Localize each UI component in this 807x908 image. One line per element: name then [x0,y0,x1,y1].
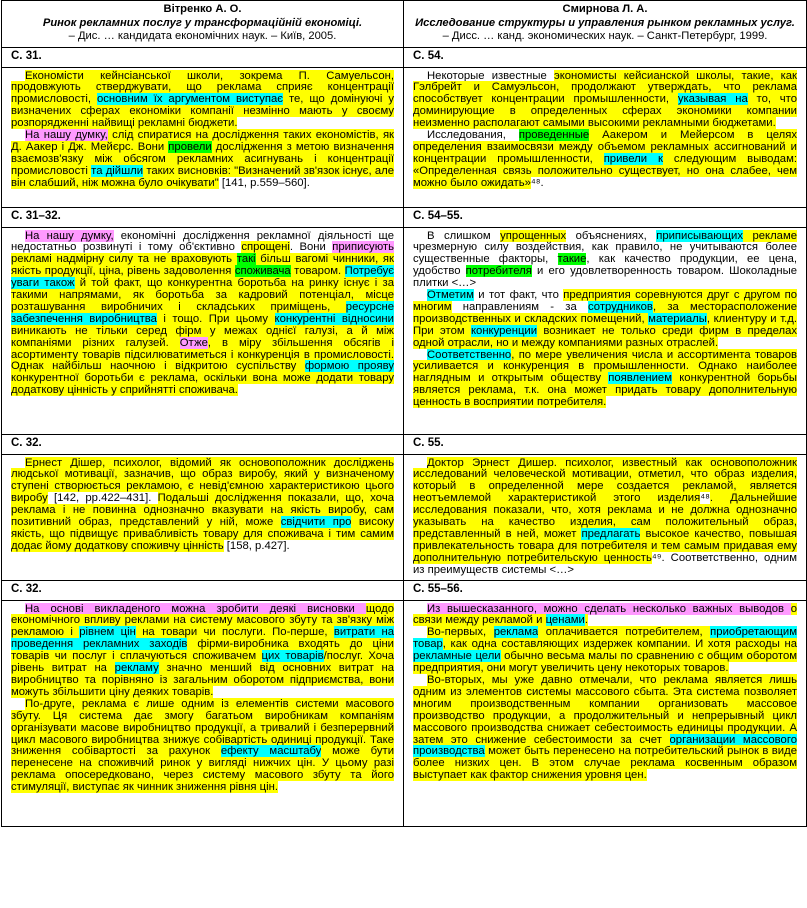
highlighted-text: появлением [608,372,672,385]
left-header [2,1,404,48]
text-segment: Некоторые известные [427,69,554,82]
highlighted-text: на товари чи послуги. По-перше, [135,626,334,639]
highlighted-text: возникает не только среди фирм в пределах одной отрасли, но и между компаниями разных отраслей. [413,324,797,349]
highlighted-text: Аакером и Мейерсом в целях определения взаимосвязи между объемом рекламных ассигнований и концентрации промышленности, [413,129,797,165]
highlighted-text: високу якість, що підвищує привабливість товару для споживача і тим самим додає йому додаткову споживчу цінність [11,516,394,552]
highlighted-text: высокое качество, повышая привлекательность товара для потребителя и тем самым придавая ему дополнительную потребительскую ценность [413,527,797,564]
text-segment: чрезмерную силу воздействия, как правило, не учитываются более существенные факторы, [413,241,797,266]
highlighted-text: виступає як чинник зниження рівня цін. [72,781,278,794]
left-text-cell [2,67,404,207]
highlighted-text: Соответственно [427,348,512,361]
left-source: – Дис. … кандидата економічних наук. – Київ, 2005. [68,30,337,42]
text-segment: економічні дослідження рекламної діяльності ще недостатньо розвинуті і тому об'єктивно [11,229,394,254]
left-page-ref: С. 31. [2,47,404,67]
highlighted-text: те, що домінуючі у визначених сферах економіки компанії незмінно мають у своєму розпорядженні найвищі рекламні бюджети. [11,93,395,130]
text-segment: направлениям - за [451,300,589,313]
text-segment: Исследования, [427,129,519,142]
highlighted-text: основним їх аргументом виступає [96,93,284,106]
text-row [2,67,807,207]
text-row [2,227,807,434]
highlighted-text: оплачивается потребителем, [538,626,711,639]
right-text-cell [404,227,807,434]
highlighted-text: привели к [603,152,663,165]
highlighted-text: спрощені [241,241,290,254]
left-author: Вітренко А. О. [163,3,242,15]
text-segment: В слишком [427,229,501,242]
highlighted-text: потребителя [465,265,532,278]
highlighted-text: й той факт, що [74,277,168,290]
highlighted-text: рекламі надмірну силу та не враховують [11,253,237,266]
left-text-cell [2,227,404,434]
highlighted-text: /послуг. [323,650,369,663]
text-segment: и тот факт, что [473,289,564,302]
page-ref-row [2,434,807,454]
right-text-cell [404,454,807,580]
page-ref-row [2,580,807,600]
left-paragraph [11,71,394,131]
highlighted-text: предлагать [581,527,641,540]
highlighted-text: ресурсне забезпечення виробництва [11,300,394,325]
text-segment: [158, p.427]. [223,539,290,552]
highlighted-text: Отметим [427,289,474,302]
text-segment: объяснениях, [566,229,657,242]
highlighted-text: такие [557,253,587,266]
highlighted-text: На нашу думку, [25,229,114,242]
right-paragraph [413,130,797,190]
left-text-cell [2,454,404,580]
right-page-ref: С. 54. [404,47,807,67]
highlighted-text: , клиентуру и т.д. При этом [413,312,797,337]
highlighted-text: конкурентной борьбы является реклама, т.к. она может придать товару дополнительную ценность в восприятии потребителя. [413,372,797,409]
right-paragraph [413,350,797,410]
highlighted-text: может быть перенесено на потребительский рынок в виде более низких цен. В этом случае реклама косвенным образом выступает как фактор снижения уровня цен. [413,745,797,782]
highlighted-text: Ернест Дішер, психолог, відомий як основоположник досліджень людської мотивації, зазначив, що образ виробу, який у визначеному ступені створюється рекламою, є невід'ємною характеристикою цього виробу [11,456,394,505]
highlighted-text: і тощо. При цьому [156,312,275,325]
highlighted-text: . Дальнейшие исследования показали, что, хотя реклама и не должна однозначно указывать на качество изделия, сам положительный образ, представленный в ней, может [413,492,797,540]
highlighted-text: , за месторасположение производственных и складских помещений, [413,300,797,325]
highlighted-text: Из вышесказанного, можно сделать несколько важных выводов [427,602,791,615]
highlighted-text: Во-вторых, мы уже давно отмечали, что реклама является лишь одним из элементов системы массового сбыта. Эта система позволяет многим производственным компании организовать массовое производство продукции, а продолжительный и непрерывный цикл массового производства снижает себестоимость единицы продукции. А затем это снижение себестоимости за счет [413,674,797,746]
highlighted-text: конкурентної боротьби є реклама, оскільки вона може додати товару додаткову цінність у сприйнятті споживача. [11,372,394,397]
highlighted-text: витрати на проведення рекламних заходів [11,626,394,651]
text-segment: ⁴⁸ [700,492,710,505]
highlighted-text: , по мере увеличения числа и ассортимента товаров усиливается и конкуренция в промышленности. Однако наиболее наглядным и открытым обществу [413,348,797,385]
text-segment: . Вони [289,241,333,254]
highlighted-text: фірми-виробника входять до ціни товарів чи послуг і сплачуються споживачем [11,638,394,663]
highlighted-text: таких висновків: "Визначений зв'язок існує, але він слабший, ніж можна було очікувати" [11,164,394,189]
highlighted-text: формою прояву [304,360,394,373]
left-page-ref: С. 32. [2,580,404,600]
highlighted-text: ценами [545,614,585,627]
right-text-cell [404,67,807,207]
highlighted-text: Хоча рівень витрат на [11,650,395,675]
highlighted-text: . [584,614,588,627]
highlighted-text: більш вагомі чинники, як якість продукції, ціна, рівень задоволення [11,253,394,278]
left-title: Ринок рекламних послуг у трансформаційній економіці. [42,16,363,29]
highlighted-text: значно менший від основних витрат на виробництво та порівняно із загальним оборотом підприємства, вони можуть збільшити ціну деяких товарів. [11,662,394,698]
highlighted-text: Потребує уваги також [11,265,394,290]
text-segment: [141, p.559–560]. [218,176,310,189]
highlighted-text: ефекту масштабу [220,745,322,758]
highlighted-text: конкурентна боротьба на ринку існує і за такими напрямами, як боротьба за кадрови [11,277,394,302]
left-paragraph [11,231,394,398]
highlighted-text: приобретающим товар [413,626,797,651]
left-paragraph [11,604,394,699]
highlighted-text: рекламные цели [413,650,501,663]
highlighted-text: слід спиратися на дослідження таких економістів, як Д. Аакер і Дж. Мейєрс. Вони [11,129,394,153]
highlighted-text: може бути перенесене на споживчий ринок у вигляді нижчих цін. У цьому разі реклама опосередковано, через систему масового збуту та його стимуляції, [11,745,395,794]
left-paragraph [11,699,394,794]
highlighted-text: Отже [179,336,208,349]
highlighted-text: то, что доминирующие в определенных сферах экономики компании неизменно располагают самыми высокими рекламными бюджетами. [413,93,798,130]
left-page-ref: С. 31–32. [2,207,404,227]
comparison-table [1,0,807,827]
text-row [2,600,807,826]
text-segment: и его удовлетворенность товаром. Шоколадные плитки <…> [413,265,797,290]
highlighted-text: щодо економічного впливу реклами на систему масового збуту та зв'язку між рекламою і [11,602,394,639]
right-paragraph [413,604,797,628]
right-text-cell [404,600,807,826]
highlighted-text: споживача [234,265,291,278]
right-paragraph [413,71,797,131]
highlighted-text: свідчити про [280,516,352,529]
text-row [2,454,807,580]
highlighted-text: организации массового производства [413,733,797,758]
right-source: – Дисс. … канд. экономических наук. – Санкт-Петербург, 1999. [442,30,768,42]
page-ref-row [2,47,807,67]
right-paragraph [413,231,797,291]
highlighted-text: приписывающих [656,229,744,242]
text-segment: [142, pp.422–431]. [47,492,158,505]
text-segment: , как качество продукции, ее цена, удобство [413,253,797,278]
highlighted-text: Подальші дослідження показали, що, хоча реклама і не повинна однозначно вказувати на якість виробу, сам позитивний образ, представлений у ній, може [11,492,394,529]
highlighted-text: упрощенных [500,229,567,242]
highlighted-text: На основі викладеного можна зробити деякі висновки [25,602,366,615]
highlighted-text: й потенціал, місце розташування виробничих і складських приміщень, [11,289,394,313]
highlighted-text: экономисты кейсианской школы, такие, как Гэлбрейт и Самуэльсон, продолжают утверждать, что реклама способствует концентрации промышленности, [413,69,797,106]
text-segment: ⁴⁹. Соответственно, одним из преимуществ системы <…> [413,551,797,576]
right-page-ref: С. 54–55. [404,207,807,227]
highlighted-text: та дійшли [91,164,144,177]
highlighted-text: рівнем цін [79,626,136,639]
highlighted-text: приписують [332,241,394,254]
highlighted-text: дослідження з метою визначення взаємозв'язку між обсягом рекламних асигнувань і концентрації промисловості [11,140,394,177]
highlighted-text: конкуренции [470,324,538,337]
left-paragraph [11,458,394,553]
highlighted-text: Економісти кейнсіанської школи, зокрема П. Самуельсон, продовжують стверджувати, що реклама сприяє концентрації промисловості, [11,69,394,106]
highlighted-text: проведенные [518,129,590,142]
left-text-cell [2,600,404,826]
right-title: Исследование структуры и управления рынком рекламных услуг. [415,16,795,29]
highlighted-text: рекламе [743,229,798,242]
highlighted-text: По-друге, реклама є лише одним із елементів системи масового збуту. Ця система дає змогу багатьом виробникам компаніям організувати масове виробництво продукції, а тривалий і безперервний цикл масового виробництва знижує собівартість одиниці продукції. Таке зниження собівартості за рахунок [11,697,394,758]
highlighted-text: На нашу думку, [25,129,108,142]
highlighted-text: указывая на [677,93,748,106]
highlighted-text: сотрудников [588,300,653,313]
highlighted-text: о связи между рекламой и [413,602,797,627]
highlighted-text: цих товарів [261,650,324,663]
highlighted-text: реклама [493,626,539,639]
highlighted-text: виникають не тільки серед фірм у межах однієї галузі, а й між компаніями різних галузей. [11,324,394,349]
highlighted-text: товаром. [290,265,345,278]
highlighted-text: провели [168,140,212,153]
highlighted-text: Во-первых, [427,626,494,639]
highlighted-text: обычно весьма малы по сравнению с общим оборотом предприятия, они могут увеличить цену некоторых товаров. [413,650,797,675]
right-page-ref: С. 55–56. [404,580,807,600]
highlighted-text: рекламу [114,662,159,675]
left-page-ref: С. 32. [2,434,404,454]
right-paragraph [413,627,797,675]
left-paragraph [11,130,394,190]
highlighted-text: , в міру збільшення обсягів і асортименту товарів підсилюватиметься і конкуренція в промисловості. Однак найбільш наочною і відкритою суспільству [11,336,394,373]
highlighted-text: Доктор Эрнест Дишер. психолог, известный как основоположник исследований человеческой мотивации, отметил, что образ изделия, который в определенной мере создается рекламой, является неотъемлемой характеристикой этого изделия [413,456,797,505]
right-author: Смирнова Л. А. [562,3,648,15]
right-paragraph [413,458,797,577]
highlighted-text: предприятия соревнуются друг с другом по многим [413,289,797,313]
highlighted-text: конкурентні відносини [274,312,394,325]
right-header [404,1,807,48]
highlighted-text: , как одна составляющих издержек компании. И хотя расходы на [442,638,797,651]
page-ref-row [2,207,807,227]
text-segment: ⁴⁸. [530,176,544,189]
header-row [2,1,807,48]
right-paragraph [413,675,797,782]
highlighted-text: следующим выводам: «Определенная связь положительно существует, но она слабее, чем можно было ожидать» [413,152,797,189]
right-page-ref: С. 55. [404,434,807,454]
highlighted-text: материалы [648,312,707,325]
right-paragraph [413,290,797,350]
highlighted-text: такі [236,253,256,266]
